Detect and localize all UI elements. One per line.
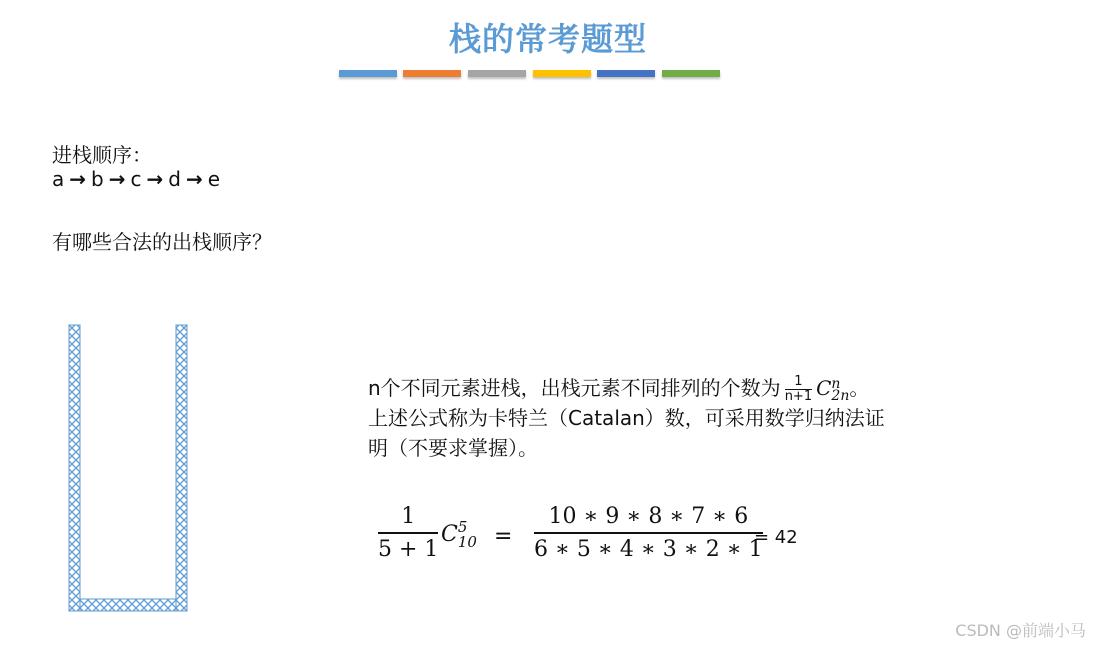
example-left-den: 5 + 1: [378, 537, 439, 562]
example-equals: =: [494, 524, 513, 549]
stack-left-wall: [69, 325, 80, 611]
example-combination: [441, 520, 477, 550]
arrow-right-icon: →: [69, 167, 87, 191]
page-title: 栈的常考题型: [448, 20, 647, 58]
desc-line-2: 上述公式称为卡特兰（Catalan）数，可采用数学归纳法证: [368, 406, 885, 430]
question-text: 有哪些合法的出栈顺序？: [52, 230, 272, 254]
example-right-num: 10 ∗ 9 ∗ 8 ∗ 7 ∗ 6: [534, 504, 763, 534]
catalan-description: [368, 373, 885, 463]
combination-indices: [831, 375, 850, 404]
example-c-indices: [458, 520, 477, 550]
seq-item: c: [130, 167, 142, 191]
desc-line-1: [368, 373, 885, 403]
stack-bottom: [80, 599, 176, 611]
push-sequence: [52, 167, 220, 191]
example-result: = 42: [754, 527, 798, 548]
desc-line-3: 明（不要求掌握）。: [368, 436, 538, 460]
stack-right-wall: [176, 325, 187, 611]
csdn-watermark: CSDN @前端小马: [955, 621, 1086, 640]
example-left-fraction: [378, 504, 438, 562]
arrow-right-icon: →: [185, 167, 203, 191]
color-bar-1: [339, 70, 397, 77]
seq-item: e: [207, 167, 221, 191]
arrow-right-icon: →: [146, 167, 164, 191]
example-right-fraction: [534, 504, 763, 562]
combination-sup: n: [831, 375, 841, 392]
color-bar-6: [662, 70, 720, 77]
example-left-num: 1: [378, 504, 438, 534]
inline-frac-den: n+1: [784, 389, 813, 404]
inline-fraction: [785, 375, 812, 404]
example-right-den: 6 ∗ 5 ∗ 4 ∗ 3 ∗ 2 ∗ 1: [534, 537, 763, 562]
color-bar-5: [597, 70, 655, 77]
desc-line-1-suffix: 。: [849, 376, 870, 400]
combination-sub: 2n: [831, 387, 850, 404]
color-bar-3: [468, 70, 526, 77]
example-c-sub: 10: [457, 533, 477, 551]
color-bar-4: [533, 70, 591, 77]
stack-container-illustration: [68, 324, 190, 614]
desc-line-1-text: n个不同元素进栈，出栈元素不同排列的个数为: [368, 376, 781, 400]
combination-symbol: C: [816, 376, 832, 400]
color-bar-2: [403, 70, 461, 77]
arrow-right-icon: →: [108, 167, 126, 191]
seq-item: a: [52, 167, 65, 191]
seq-item: d: [168, 167, 181, 191]
seq-item: b: [91, 167, 104, 191]
example-c-symbol: C: [441, 522, 458, 547]
example-c-sup: 5: [457, 518, 468, 536]
push-order-label: 进栈顺序：: [52, 143, 152, 167]
inline-frac-num: 1: [785, 375, 812, 390]
